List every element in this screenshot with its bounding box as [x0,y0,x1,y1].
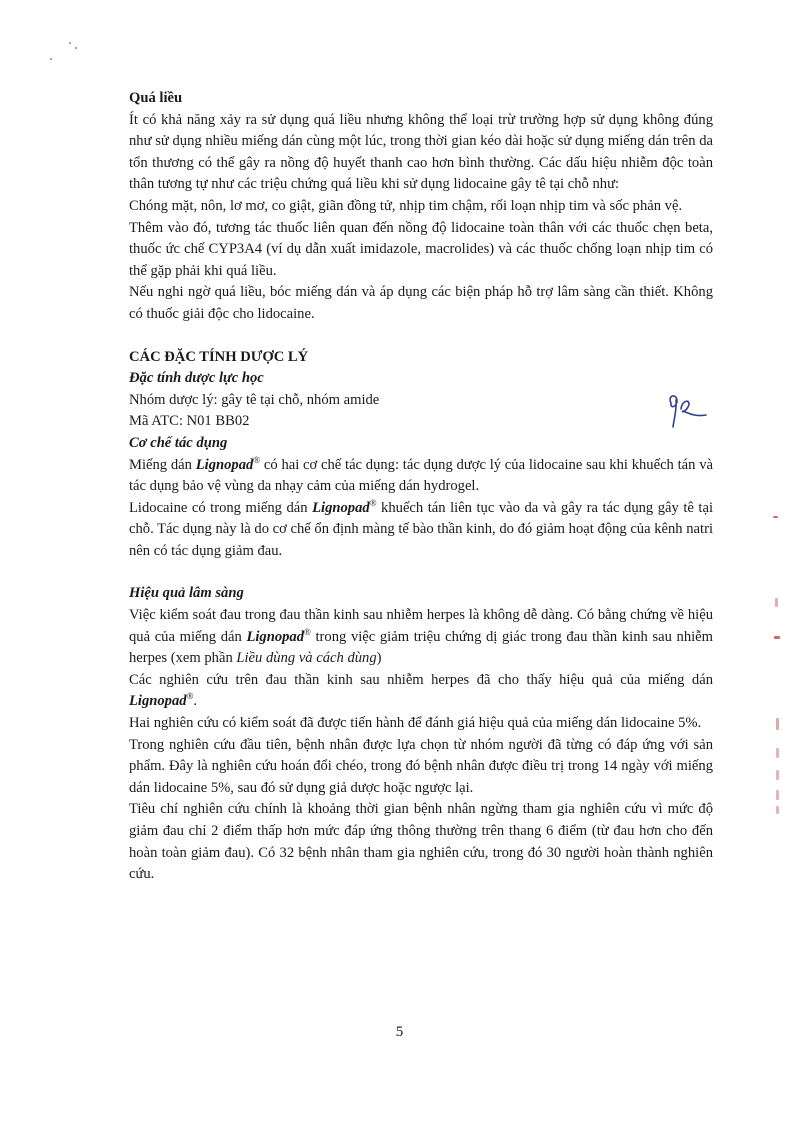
registered-mark: ® [369,497,377,508]
paragraph: Ít có khả năng xảy ra sử dụng quá liều nhưng không thể loại trừ trường hợp sử dụng không đúng như sử dụng nhiều miếng dán cùng một lúc, trong thời gian kéo dài hoặc sử dụng miếng dán trên da tổn thương có thể gây ra nồng độ huyết thanh cao hơn bình thường. Các dấu hiệu nhiễm độc toàn thân tương tự như các triệu chứng quá liều khi sử dụng lidocaine gây tê tại chỗ như: [129,111,713,193]
paragraph [129,498,713,563]
paragraph: Tiêu chí nghiên cứu chính là khoảng thời gian bệnh nhân ngừng tham gia nghiên cứu vì mức độ giảm đau chỉ 2 điểm thấp hơn mức đáp ứng thông thường trên thang 6 điểm (từ đau hơn cho đến hoàn toàn giảm đau). Có 32 bệnh nhân tham gia nghiên cứu, trong đó 30 người hoàn thành nghiên cứu. [129,801,713,883]
cross-reference: Liều dùng và cách dùng [236,650,377,667]
product-name: Lignopad [246,628,305,645]
registered-mark: ® [253,454,261,465]
product-name: Lignopad [312,499,370,516]
scan-edge-mark [774,636,780,639]
document-body [129,88,713,886]
page-number: 5 [395,1024,404,1040]
paragraph [129,455,713,498]
product-name: Lignopad [129,693,187,710]
subheading-pharmacodynamics: Đặc tính dược lực học [129,370,264,387]
scan-speck [75,47,77,49]
paragraph: Nhóm dược lý: gây tê tại chỗ, nhóm amide [129,391,380,408]
paragraph: Nếu nghi ngờ quá liều, bóc miếng dán và áp dụng các biện pháp hỗ trợ lâm sàng cần thiết. Không có thuốc giải độc cho lidocaine. [129,284,713,322]
scan-edge-mark [775,598,778,607]
text-run: . [193,693,198,710]
paragraph [129,670,713,713]
section-heading-pharmacology: CÁC ĐẶC TÍNH DƯỢC LÝ [129,348,309,365]
text-run: trong việc giảm triệu chứng dị giác trong đau thần kinh sau nhiễm herpes (xem phần [129,628,714,667]
text-run: Việc kiểm soát đau trong đau thần kinh sau nhiễm herpes là không dễ dàng. Có bằng chứng về hiệu quả của miếng dán [129,607,713,645]
scan-edge-mark [773,516,778,518]
subheading-clinical-efficacy: Hiệu quả lâm sàng [129,585,244,602]
paragraph [129,605,713,670]
paragraph: Mã ATC: N01 BB02 [129,413,250,430]
scan-edge-mark [776,718,779,730]
text-run: ) [376,650,382,667]
paragraph: Hai nghiên cứu có kiểm soát đã được tiến hành để đánh giá hiệu quả của miếng dán lidocaine 5%. [129,715,702,732]
text-run: Lidocaine có trong miếng dán [129,499,313,516]
scan-edge-mark [776,770,779,780]
section-heading-overdose: Quá liều [129,90,183,106]
text-run: Miếng dán [129,456,196,473]
scan-edge-mark [776,806,779,814]
registered-mark: ® [186,691,194,702]
product-name: Lignopad [195,456,254,473]
text-run: có hai cơ chế tác dụng: tác dụng dược lý của lidocaine sau khi khuếch tán và tác dụng bảo vệ vùng da nhạy cảm của miếng dán hydrogel. [129,456,713,495]
text-run: Các nghiên cứu trên đau thần kinh sau nhiễm herpes đã cho thấy hiệu quả của miếng dán [129,671,713,688]
paragraph: Thêm vào đó, tương tác thuốc liên quan đến nồng độ lidocaine toàn thân với các thuốc chẹn beta, thuốc ức chế CYP3A4 (ví dụ dẫn xuất imidazole, macrolides) và các thuốc chống loạn nhịp tim có thể gặp phải khi quá liều. [129,219,713,279]
scan-speck [69,42,71,44]
subheading-mechanism: Cơ chế tác dụng [129,434,228,451]
registered-mark: ® [304,626,311,637]
paragraph: Trong nghiên cứu đầu tiên, bệnh nhân được lựa chọn từ nhóm người đã từng có đáp ứng với sản phẩm. Đây là nghiên cứu hoán đổi chéo, trong đó bệnh nhân được điều trị trong 14 ngày với miếng dán lidocaine 5%, sau đó sử dụng giả dược hoặc ngược lại. [129,736,713,796]
text-run: khuếch tán liên tục vào da và gây ra tác dụng gây tê tại chỗ. Tác dụng này là do cơ chế ổn định màng tế bào thần kinh, do đó giảm hoạt động của kênh natri nên có tác dụng giảm đau. [129,499,713,559]
scan-speck [50,58,52,60]
paragraph: Chóng mặt, nôn, lơ mơ, co giật, giãn đồng tử, nhịp tim chậm, rối loạn nhịp tim và sốc phản vệ. [129,197,683,214]
scan-edge-mark [776,790,779,800]
scan-edge-mark [776,748,779,758]
